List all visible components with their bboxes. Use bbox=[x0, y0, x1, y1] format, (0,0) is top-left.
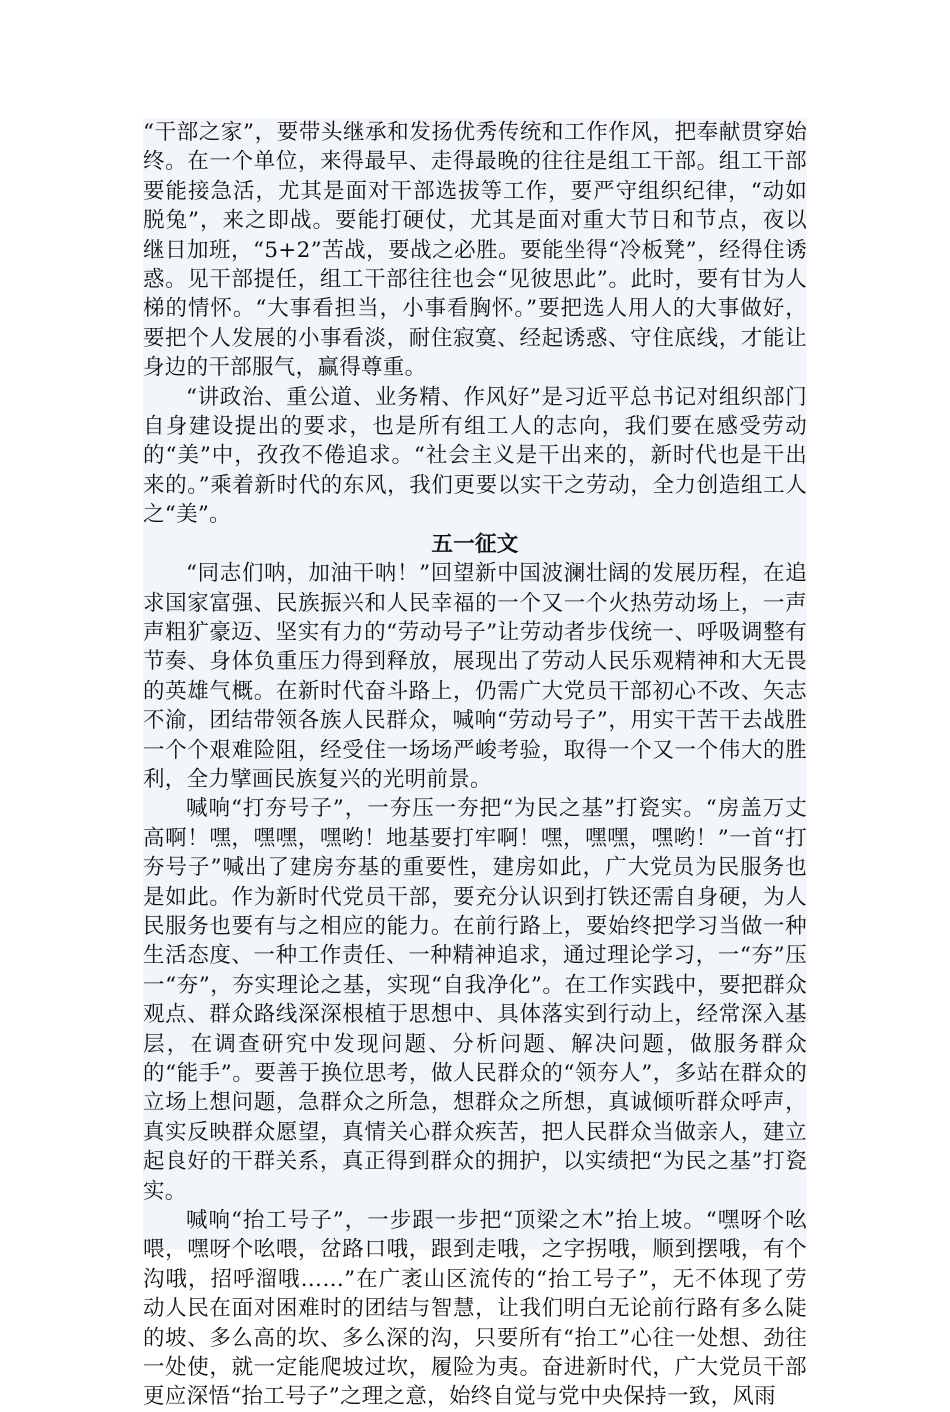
paragraph: “讲政治、重公道、业务精、作风好”是习近平总书记对组织部门自身建设提出的要求，也是所有组工人的志向，我们要在感受劳动的“美”中，孜孜不倦追求。“社会主义是干出来的，新时代也是干出来的。”乘着新时代的东风，我们更要以实干之劳动，全力创造组工人之“美”。 bbox=[143, 384, 807, 528]
paragraph-continuation: “干部之家”，要带头继承和发扬优秀传统和工作作风，把奉献贯穿始终。在一个单位，来得最早、走得最晚的往往是组工干部。组工干部要能接急活，尤其是面对干部选拔等工作，要严守组织纪律，“动如脱兔”，来之即战。要能打硬仗，尤其是面对重大节日和节点，夜以继日加班，“5+2”苦战，要战之必胜。要能坐得“冷板凳”，经得住诱惑。见干部提任，组工干部往往也会“见彼思此”。此时，要有甘为人梯的情怀。“大事看担当，小事看胸怀。”要把选人用人的大事做好，要把个人发展的小事看淡，耐住寂寞、经起诱惑、守住底线，才能让身边的干部服气，赢得尊重。 bbox=[143, 120, 807, 381]
document-page bbox=[143, 118, 807, 1410]
paragraph: “同志们呐，加油干呐！”回望新中国波澜壮阔的发展历程，在追求国家富强、民族振兴和人民幸福的一个又一个火热劳动场上，一声声粗犷豪迈、坚实有力的“劳动号子”让劳动者步伐统一、呼吸调整有节奏、身体负重压力得到释放，展现出了劳动人民乐观精神和大无畏的英雄气概。在新时代奋斗路上，仍需广大党员干部初心不改、矢志不渝，团结带领各族人民群众，喊响“劳动号子”，用实干苦干去战胜一个个艰难险阻，经受住一场场严峻考验，取得一个又一个伟大的胜利，全力擘画民族复兴的光明前景。 bbox=[143, 561, 807, 792]
paragraph: 喊响“抬工号子”，一步跟一步把“顶梁之木”抬上坡。“嘿呀个吆喂，嘿呀个吆喂，岔路口哦，跟到走哦，之字拐哦，顺到摆哦，有个沟哦，招呼溜哦……”在广袤山区流传的“抬工号子”，无不体现了劳动人民在面对困难时的团结与智慧，让我们明白无论前行路有多么陡的坡、多么高的坎、多么深的沟，只要所有“抬工”心往一处想、劲往一处使，就一定能爬坡过坎，履险为夷。奋进新时代，广大党员干部更应深悟“抬工号子”之理之意，始终自觉与党中央保持一致，风雨 bbox=[143, 1208, 807, 1410]
paragraph: 喊响“打夯号子”，一夯压一夯把“为民之基”打瓷实。“房盖万丈高啊！嘿，嘿嘿，嘿哟！地基要打牢啊！嘿，嘿嘿，嘿哟！”一首“打夯号子”喊出了建房夯基的重要性，建房如此，广大党员为民服务也是如此。作为新时代党员干部，要充分认识到打铁还需自身硬，为人民服务也要有与之相应的能力。在前行路上，要始终把学习当做一种生活态度、一种工作责任、一种精神追求，通过理论学习，一“夯”压一“夯”，夯实理论之基，实现“自我净化”。在工作实践中，要把群众观点、群众路线深深根植于思想中、具体落实到行动上，经常深入基层，在调查研究中发现问题、分析问题、解决问题，做服务群众的“能手”。要善于换位思考，做人民群众的“领夯人”，多站在群众的立场上想问题，急群众之所急，想群众之所想，真诚倾听群众呼声，真实反映群众愿望，真情关心群众疾苦，把人民群众当做亲人，建立起良好的干群关系，真正得到群众的拥护，以实绩把“为民之基”打瓷实。 bbox=[143, 796, 807, 1204]
section-heading: 五一征文 bbox=[431, 531, 519, 557]
document-body bbox=[143, 118, 807, 1412]
